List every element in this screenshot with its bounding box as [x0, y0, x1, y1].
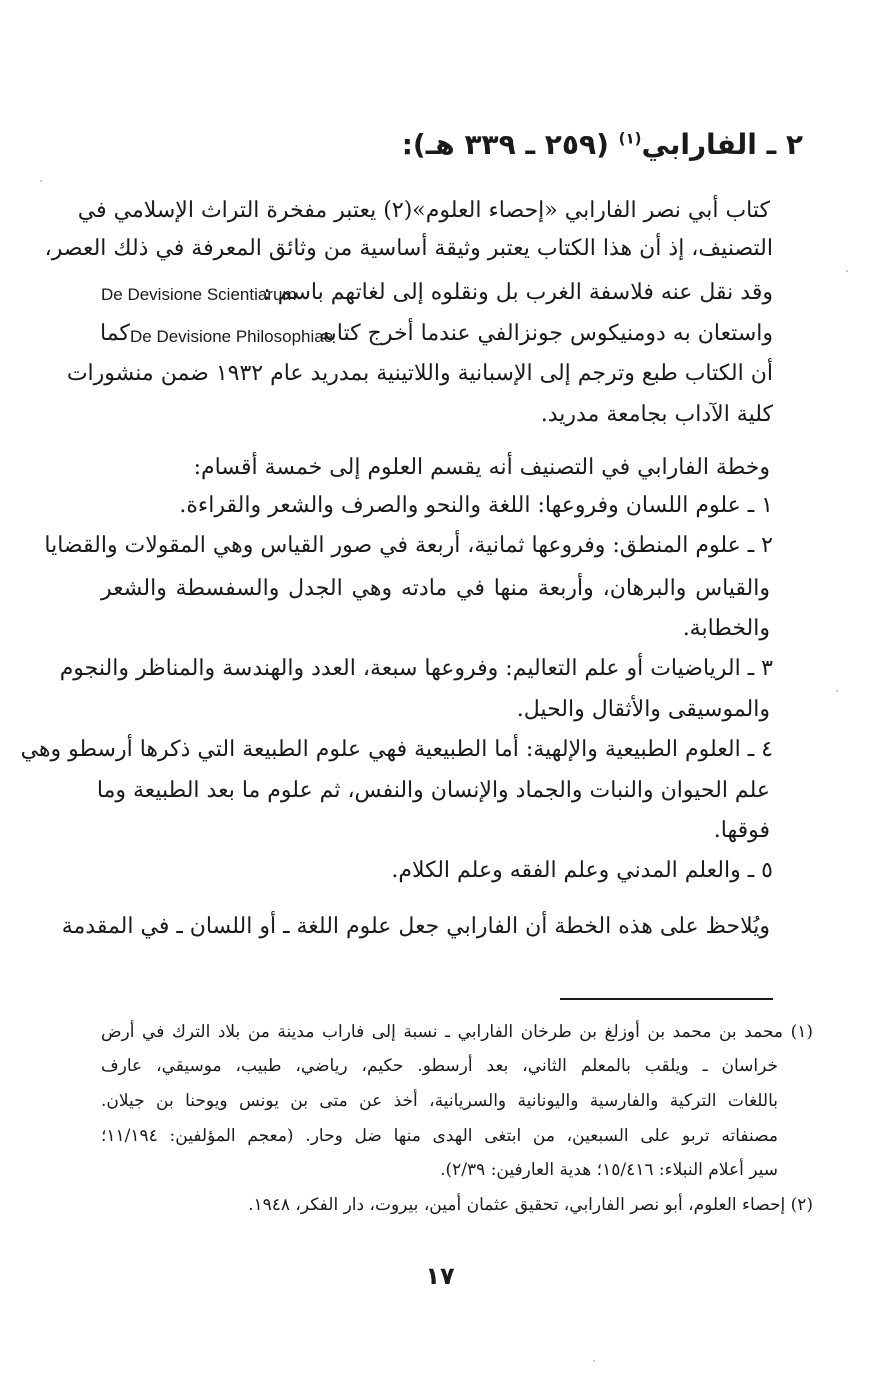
footnote-1-line-4: مصنفاته تربو على السبعين، من ابتغى الهدى منها ضل وحار. (معجم المؤلفين: ١١/١٩٤؛ — [101, 1126, 778, 1146]
section-3-line-1: ٣ ـ الرياضيات أو علم التعاليم: وفروعها سبعة، العدد والهندسة والمناظر والنجوم — [59, 656, 773, 681]
footnote-separator — [560, 998, 773, 1000]
footnote-ref-1: (١) — [618, 129, 642, 148]
paragraph1-line-3-text: وقد نقل عنه فلاسفة الغرب بل ونقلوه إلى لغاتهم باسم : — [263, 280, 773, 305]
footnote-1-line-5: سير أعلام النبلاء: ١٥/٤١٦؛ هدية العارفين: ٢/٣٩). — [440, 1160, 778, 1180]
paragraph1-line-1: كتاب أبي نصر الفارابي «إحصاء العلوم»(٢) يعتبر مفخرة التراث الإسلامي في — [77, 198, 770, 223]
section-2-line-3: والخطابة. — [682, 616, 770, 641]
paragraph1-line-5: أن الكتاب طبع وترجم إلى الإسبانية واللاتينية بمدريد عام ١٩٣٢ ضمن منشورات — [66, 361, 773, 386]
closing-line: ويُلاحظ على هذه الخطة أن الفارابي جعل علوم اللغة ـ أو اللسان ـ في المقدمة — [61, 914, 770, 939]
scan-speck — [846, 270, 848, 272]
page-number: ١٧ — [425, 1262, 455, 1290]
section-5-line-1: ٥ ـ والعلم المدني وعلم الفقه وعلم الكلام. — [391, 858, 773, 883]
footnote-2: (٢) إحصاء العلوم، أبو نصر الفارابي، تحقيق عثمان أمين، بيروت، دار الفكر، ١٩٤٨. — [248, 1195, 813, 1215]
section-2-line-2: والقياس والبرهان، وأربعة منها في مادته وهي الجدل والسفسطة والشعر — [101, 576, 770, 601]
paragraph1-line-2: التصنيف، إذ أن هذا الكتاب يعتبر وثيقة أساسية من وثائق المعرفة في ذلك العصر، — [44, 236, 773, 261]
section-4-line-2: علم الحيوان والنبات والجماد والإنسان والنفس، ثم علوم ما بعد الطبيعة وما — [96, 778, 770, 803]
scan-speck — [40, 180, 42, 182]
section-3-line-2: والموسيقى والأثقال والحيل. — [516, 697, 770, 722]
paragraph1-line-6: كلية الآداب بجامعة مدريد. — [540, 402, 773, 427]
footnote-1-line-3: باللغات التركية والفارسية واليونانية والسريانية، أخذ عن متى بن يونس ويوحنا بن جيلان. — [101, 1091, 778, 1111]
footnote-1-line-2: خراسان ـ ويلقب بالمعلم الثاني، بعد أرسطو. حكيم، رياضي، طبيب، موسيقي، عارف — [101, 1056, 778, 1076]
scan-speck — [593, 1360, 595, 1362]
scan-speck — [836, 690, 838, 692]
heading-title: ٢ ـ الفارابي — [641, 128, 803, 161]
paragraph1-line-4-tail: كما — [100, 321, 130, 346]
heading-dates: (٢٥٩ ـ ٣٣٩ هـ): — [401, 128, 609, 161]
footnote-1-line-1: (١) محمد بن محمد بن أوزلغ بن طرخان الفارابي ـ نسبة إلى فاراب مدينة من بلاد الترك في أرض — [101, 1022, 813, 1042]
section-heading — [203, 128, 803, 161]
latin-title-philosophiae: De Devisione Philosophiae — [130, 327, 334, 346]
section-4-line-3: فوقها. — [713, 818, 770, 843]
section-1-line-1: ١ ـ علوم اللسان وفروعها: اللغة والنحو والصرف والشعر والقراءة. — [179, 493, 773, 518]
section-2-line-1: ٢ ـ علوم المنطق: وفروعها ثمانية، أربعة في صور القياس وهي المقولات والقضايا — [44, 533, 773, 558]
latin-title-scientiarum: De Devisione Scientiarum — [101, 285, 297, 304]
paragraph2-intro: وخطة الفارابي في التصنيف أنه يقسم العلوم إلى خمسة أقسام: — [193, 455, 770, 480]
paragraph1-line-4-text: واستعان به دومنيكوس جونزالفي عندما أخرج كتابه — [318, 321, 773, 346]
section-4-line-1: ٤ ـ العلوم الطبيعية والإلهية: أما الطبيعية فهي علوم الطبيعة التي ذكرها أرسطو وهي — [20, 737, 773, 762]
